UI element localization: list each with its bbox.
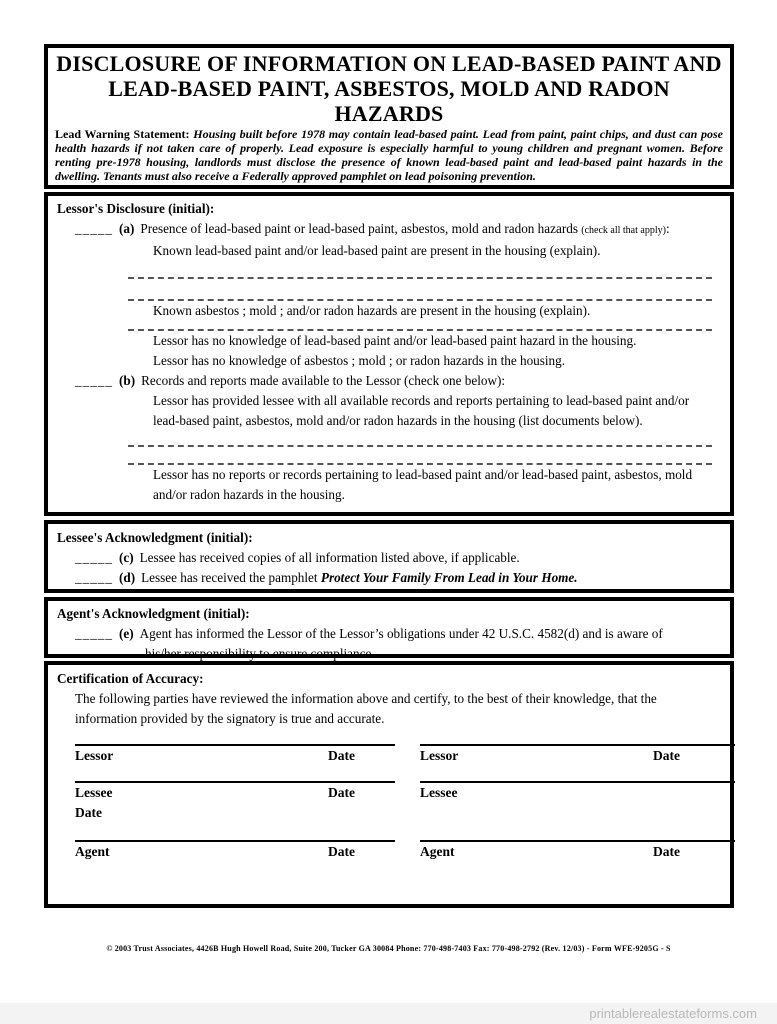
item-b-text: Records and reports made available to the Lessor (check one below): bbox=[141, 373, 506, 388]
certification-body-2: information provided by the signatory is true and accurate. bbox=[75, 711, 385, 726]
certification-section bbox=[44, 661, 734, 908]
no-knowledge-lead-statement: Lessor has no knowledge of lead-based paint and/or lead-based paint hazard in the housing. bbox=[153, 333, 637, 348]
initial-blank-c[interactable]: _____ bbox=[75, 550, 113, 565]
initial-blank-a[interactable]: _____ bbox=[75, 221, 113, 236]
lessee-signature-left bbox=[75, 781, 395, 823]
initial-blank-e[interactable]: _____ bbox=[75, 626, 113, 641]
certification-heading: Certification of Accuracy: bbox=[57, 671, 204, 686]
lessor-disclosure-section bbox=[44, 192, 734, 516]
lessor-disclosure-heading: Lessor's Disclosure (initial): bbox=[57, 201, 215, 216]
no-reports-line-2: and/or radon hazards in the housing. bbox=[153, 487, 345, 502]
lessor-signature-left bbox=[75, 744, 395, 766]
lessee-label: Lessee bbox=[420, 785, 458, 800]
lead-warning-statement bbox=[48, 126, 730, 183]
item-a-line bbox=[48, 219, 730, 241]
page-title bbox=[48, 51, 730, 126]
item-e-text-2: his/her responsibility to ensure compliance. bbox=[145, 646, 375, 661]
item-c-line bbox=[48, 548, 730, 568]
warning-label: Lead Warning Statement: bbox=[55, 127, 190, 141]
agent-signature-left bbox=[75, 840, 395, 862]
date-label: Date bbox=[653, 748, 680, 763]
item-e-label: (e) bbox=[118, 626, 134, 641]
lessor-signature-right bbox=[420, 744, 735, 766]
title-line-3: HAZARDS bbox=[334, 101, 444, 126]
documents-line-1[interactable] bbox=[128, 445, 712, 447]
item-a-text: Presence of lead-based paint or lead-based paint, asbestos, mold and radon hazards bbox=[140, 221, 582, 236]
lessee-acknowledgment-heading: Lessee's Acknowledgment (initial): bbox=[57, 530, 253, 545]
title-line-1: DISCLOSURE OF INFORMATION ON LEAD-BASED PAINT AND bbox=[56, 51, 722, 76]
lessor-label: Lessor bbox=[420, 748, 459, 763]
item-c-label: (c) bbox=[118, 550, 134, 565]
title-section bbox=[44, 44, 734, 189]
item-d-line bbox=[48, 568, 730, 588]
item-a-label: (a) bbox=[118, 221, 135, 236]
item-a-colon: : bbox=[665, 221, 670, 236]
item-d-label: (d) bbox=[118, 570, 136, 585]
no-knowledge-asbestos-statement: Lessor has no knowledge of asbestos ; mold ; or radon hazards in the housing. bbox=[153, 353, 566, 368]
initial-blank-b[interactable]: _____ bbox=[75, 373, 113, 388]
certification-body-1: The following parties have reviewed the information above and certify, to the best of their knowledge, that the bbox=[75, 691, 657, 706]
title-line-2: LEAD-BASED PAINT, ASBESTOS, MOLD AND RADON bbox=[108, 76, 670, 101]
signature-grid bbox=[48, 729, 730, 862]
pamphlet-title: Protect Your Family From Lead in Your Home. bbox=[320, 570, 578, 585]
known-lead-statement: Known lead-based paint and/or lead-based paint are present in the housing (explain). bbox=[153, 243, 601, 258]
form-footer: © 2003 Trust Associates, 4426B Hugh Howell Road, Suite 200, Tucker GA 30084 Phone: 770-498-7403 Fax: 770-498-2792 (Rev. 12/03) - Form WFE-9205G - S bbox=[106, 944, 671, 953]
agent-acknowledgment-section bbox=[44, 597, 734, 661]
known-asbestos-statement: Known asbestos ; mold ; and/or radon hazards are present in the housing (explain). bbox=[153, 303, 591, 318]
watermark-text: printablerealestateforms.com bbox=[589, 1006, 757, 1021]
agent-label: Agent bbox=[75, 844, 110, 859]
watermark-bar bbox=[0, 1003, 777, 1024]
item-b-label: (b) bbox=[118, 373, 136, 388]
date-label: Date bbox=[328, 785, 355, 800]
agent-signature-right bbox=[420, 840, 735, 862]
item-b-line bbox=[48, 371, 730, 391]
initial-blank-d[interactable]: _____ bbox=[75, 570, 113, 585]
agent-acknowledgment-heading: Agent's Acknowledgment (initial): bbox=[57, 606, 250, 621]
explain-line-1[interactable] bbox=[128, 277, 712, 279]
extra-date-label: Date bbox=[75, 805, 102, 820]
lessor-label: Lessor bbox=[75, 748, 114, 763]
lessee-label: Lessee bbox=[75, 785, 113, 800]
item-e-text-1: Agent has informed the Lessor of the Lessor’s obligations under 42 U.S.C. 4582(d) and is aware of bbox=[139, 626, 663, 641]
no-reports-line-1: Lessor has no reports or records pertaining to lead-based paint and/or lead-based paint, asbestos, mold bbox=[153, 467, 693, 482]
warning-text: Housing built before 1978 may contain lead-based paint. Lead from paint, paint chips, and dust can pose health hazards if not taken care of properly. Lead exposure is especially harmful to young children and pregnant women. Before renting pre-1978 housing, landlords must disclose the presence of known lead-based paint and lead-based paint hazards in the dwelling. Tenants must also receive a Federally approved pamphlet on lead poisoning prevention. bbox=[55, 127, 723, 183]
item-d-text: Lessee has received the pamphlet bbox=[141, 570, 321, 585]
records-provided-line-2: lead-based paint, asbestos, mold and/or radon hazards in the housing (list documents below). bbox=[153, 413, 643, 428]
item-a-small-note: (check all that apply) bbox=[581, 225, 666, 236]
date-label: Date bbox=[328, 844, 355, 859]
date-label: Date bbox=[328, 748, 355, 763]
item-c-text: Lessee has received copies of all information listed above, if applicable. bbox=[139, 550, 520, 565]
agent-label: Agent bbox=[420, 844, 455, 859]
lessee-acknowledgment-section bbox=[44, 520, 734, 593]
records-provided-line-1: Lessor has provided lessee with all available records and reports pertaining to lead-based paint and/or bbox=[153, 393, 690, 408]
lessee-signature-right bbox=[420, 781, 735, 823]
item-e-line bbox=[48, 624, 730, 644]
date-label: Date bbox=[653, 844, 680, 859]
